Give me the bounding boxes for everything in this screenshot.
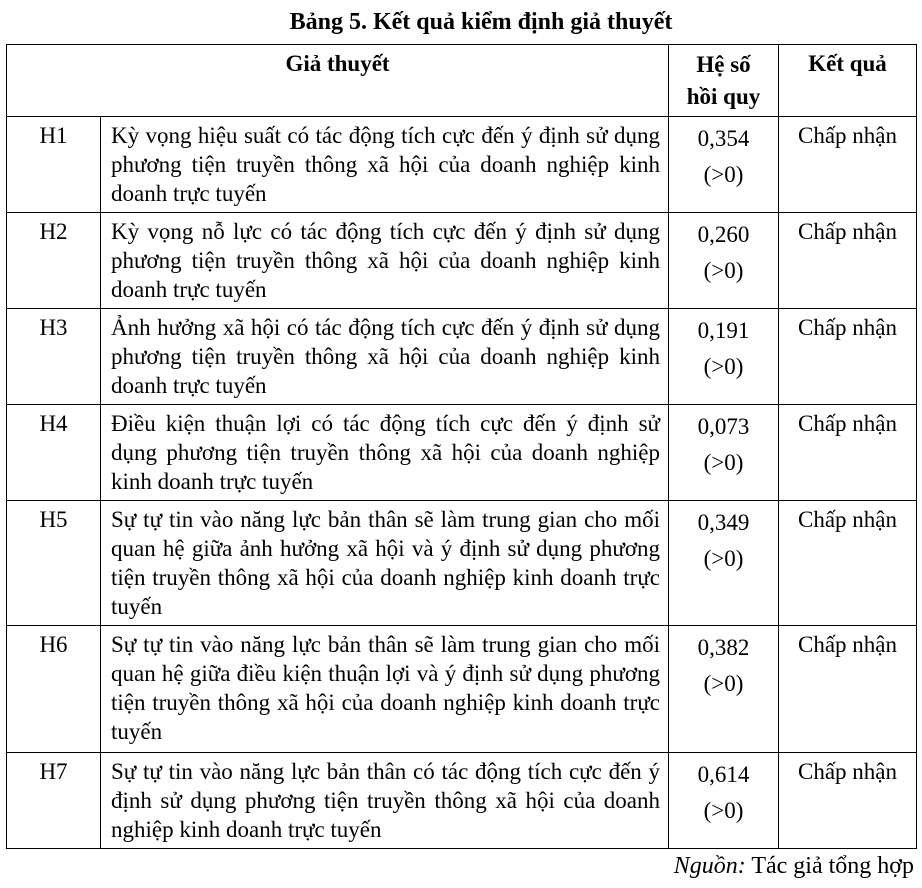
coefficient-cell [669, 405, 779, 501]
source-note [674, 850, 914, 882]
table-row [7, 501, 917, 626]
coefficient-sign: (>0) [703, 162, 744, 187]
coefficient-value: 0,349 [697, 510, 750, 535]
coefficient-sign: (>0) [703, 798, 744, 823]
coefficient-value: 0,260 [697, 222, 750, 247]
hypothesis-code: H5 [7, 501, 101, 626]
coefficient-sign: (>0) [703, 354, 744, 379]
table-row [7, 117, 917, 213]
hypothesis-results-table [6, 44, 917, 849]
hypothesis-code: H4 [7, 405, 101, 501]
result-cell: Chấp nhận [779, 405, 917, 501]
table-row [7, 309, 917, 405]
header-hypothesis: Giả thuyết [7, 45, 669, 117]
coefficient-cell [669, 213, 779, 309]
table-header-row [7, 45, 917, 117]
hypothesis-code: H2 [7, 213, 101, 309]
table-title: Bảng 5. Kết quả kiểm định giả thuyết [289, 9, 673, 35]
hypothesis-code: H3 [7, 309, 101, 405]
table-row [7, 405, 917, 501]
coefficient-sign: (>0) [703, 546, 744, 571]
coefficient-value: 0,191 [697, 318, 750, 343]
coefficient-sign: (>0) [703, 258, 744, 283]
hypothesis-text: Điều kiện thuận lợi có tác động tích cực đến ý định sử dụng phương tiện truyền thông xã hội của doanh nghiệp kinh doanh trực tuyến [101, 405, 669, 501]
hypothesis-code: H6 [7, 626, 101, 753]
source-label: Nguồn: [673, 853, 746, 879]
hypothesis-code: H7 [7, 753, 101, 849]
hypothesis-text: Sự tự tin vào năng lực bản thân có tác động tích cực đến ý định sử dụng phương tiện truyền thông xã hội của doanh nghiệp kinh doanh trực tuyến [101, 753, 669, 849]
coefficient-sign: (>0) [703, 450, 744, 475]
hypothesis-code: H1 [7, 117, 101, 213]
table-row [7, 213, 917, 309]
hypothesis-text: Ảnh hưởng xã hội có tác động tích cực đến ý định sử dụng phương tiện truyền thông xã hội của doanh nghiệp kinh doanh trực tuyến [101, 309, 669, 405]
hypothesis-text: Kỳ vọng hiệu suất có tác động tích cực đến ý định sử dụng phương tiện truyền thông xã hội của doanh nghiệp kinh doanh trực tuyến [101, 117, 669, 213]
coefficient-value: 0,382 [697, 635, 750, 660]
coefficient-value: 0,354 [697, 126, 750, 151]
result-cell: Chấp nhận [779, 626, 917, 753]
table-row [7, 626, 917, 753]
result-cell: Chấp nhận [779, 117, 917, 213]
hypothesis-text: Sự tự tin vào năng lực bản thân sẽ làm trung gian cho mối quan hệ giữa ảnh hưởng xã hội và ý định sử dụng phương tiện truyền thông xã hội của doanh nghiệp kinh doanh trực tuyến [101, 501, 669, 626]
header-coefficient [669, 45, 779, 117]
coefficient-cell [669, 309, 779, 405]
coefficient-sign: (>0) [703, 671, 744, 696]
result-cell: Chấp nhận [779, 501, 917, 626]
hypothesis-text: Sự tự tin vào năng lực bản thân sẽ làm trung gian cho mối quan hệ giữa điều kiện thuận lợi và ý định sử dụng phương tiện truyền thông xã hội của doanh nghiệp kinh doanh trực tuyến [101, 626, 669, 753]
coefficient-cell [669, 501, 779, 626]
header-coefficient-line1: Hệ số [696, 52, 751, 77]
result-cell: Chấp nhận [779, 213, 917, 309]
source-text: Tác giả tổng hợp [751, 853, 914, 879]
coefficient-cell [669, 753, 779, 849]
result-cell: Chấp nhận [779, 753, 917, 849]
table-row [7, 753, 917, 849]
coefficient-cell [669, 117, 779, 213]
header-coefficient-line2: hồi quy [686, 84, 761, 109]
coefficient-cell [669, 626, 779, 753]
hypothesis-text: Kỳ vọng nỗ lực có tác động tích cực đến ý định sử dụng phương tiện truyền thông xã hội của doanh nghiệp kinh doanh trực tuyến [101, 213, 669, 309]
result-cell: Chấp nhận [779, 309, 917, 405]
coefficient-value: 0,073 [697, 414, 750, 439]
coefficient-value: 0,614 [697, 762, 750, 787]
header-result: Kết quả [779, 45, 917, 117]
